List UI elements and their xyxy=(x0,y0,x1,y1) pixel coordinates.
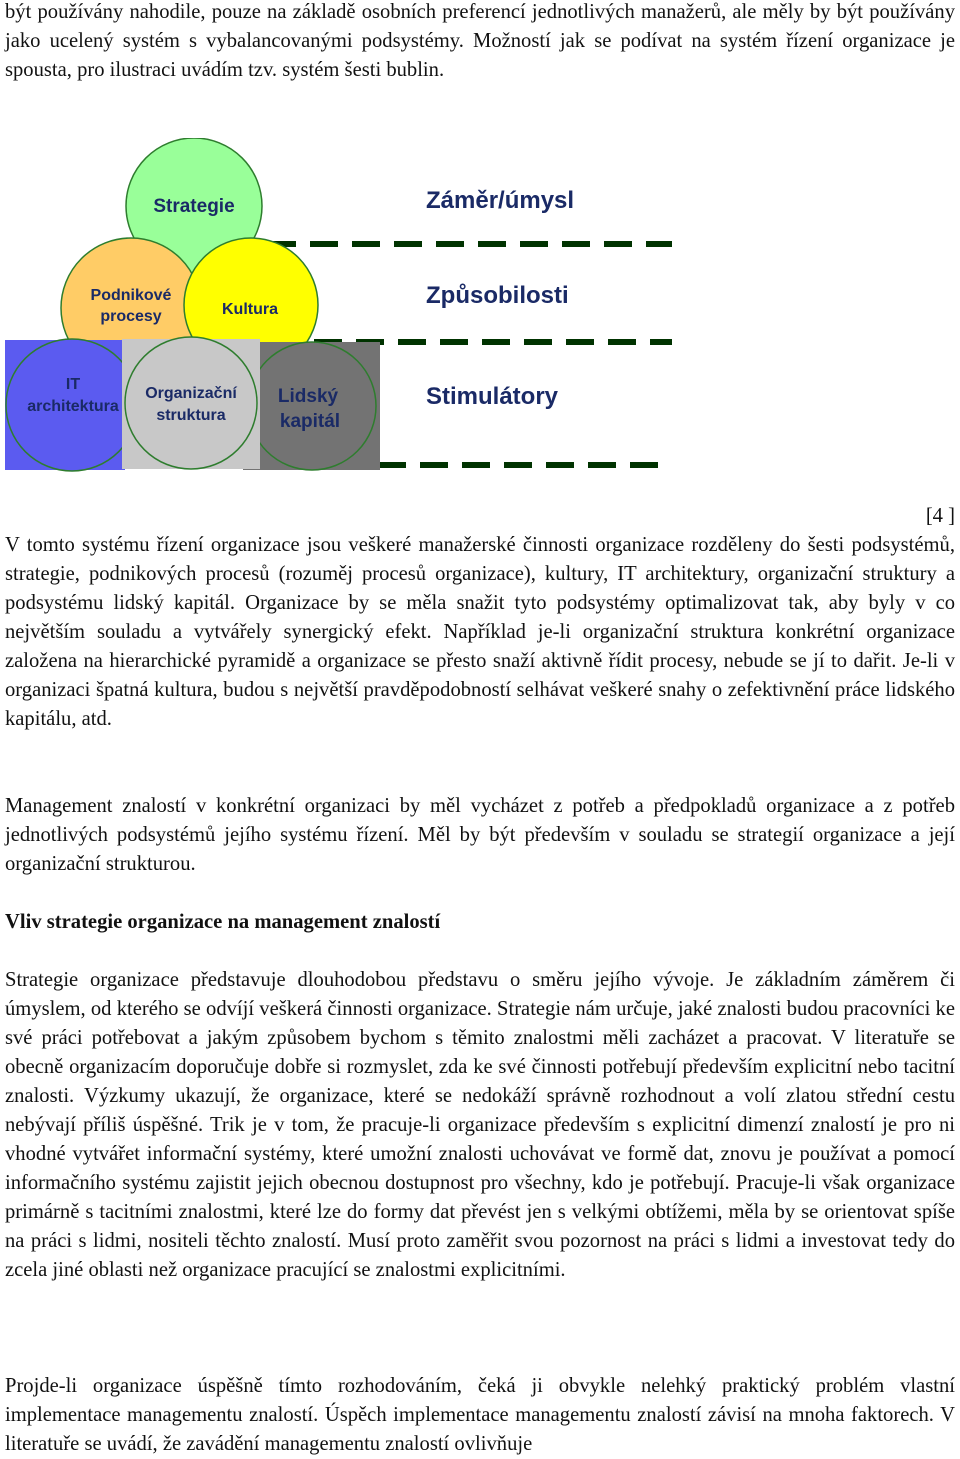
podnikove-procesy-label-line1: Podnikové xyxy=(90,287,172,304)
it-architektura-label-line2: architektura xyxy=(27,398,119,415)
paragraph-implementation: Projde-li organizace úspěšně tímto rozhodováním, čeká ji obvykle nelehký praktický problém vlastní implementace managementu znalostí. Úspěch implementace managementu znalostí závisí na mnoha faktorech. V literatuře se uvádí, že zavádění managementu znalostí ovlivňuje xyxy=(5,1375,955,1455)
organizacni-struktura-label-line1: Organizační xyxy=(145,385,237,402)
intro-paragraph: být používány nahodile, pouze na základě osobních preferencí jednotlivých manažerů, ale měly by být používány jako ucelený systém s vybalancovanými podsystémy. Možností jak se podívat na systém řízení organizace je spousta, pro ilustraci uvádím tzv. systém šesti bublin. xyxy=(5,1,955,81)
organizacni-struktura-bubble xyxy=(125,337,257,469)
level-zpusobilosti-label: Způsobilosti xyxy=(426,282,569,309)
paragraph-system-description: V tomto systému řízení organizace jsou veškeré manažerské činnosti organizace rozděleny do šesti podsystémů, strategie, podnikových procesů (rozuměj procesů organizace), kultury, IT architektury, organizační struktury a podsystému lidský kapitál. Organizace by se měla snažit tyto podsystémy optimalizovat tak, aby byly v co největším souladu a vytvářely synergický efekt. Například je-li organizační struktura konkrétní organizace založena na hierarchické pyramidě a organizace se přesto snaží aktivně řídit procesy, nebude se jí to dařit. Je-li v organizaci špatná kultura, budou s největší pravděpodobností selhávat veškeré snahy o zefektivnění práce lidského kapitálu, atd. xyxy=(5,534,955,730)
lidsky-kapital-label-line1: Lidský xyxy=(277,386,339,407)
level-stimulatory-label: Stimulátory xyxy=(426,383,559,410)
it-architektura-label-line1: IT xyxy=(65,376,81,393)
lidsky-kapital-label-line2: kapitál xyxy=(279,411,341,432)
six-bubbles-diagram xyxy=(0,138,700,478)
organizacni-struktura-label-line2: struktura xyxy=(156,407,226,424)
strategie-label: Strategie xyxy=(153,196,235,217)
citation-reference: [4 ] xyxy=(925,505,955,527)
paragraph-strategy: Strategie organizace představuje dlouhodobou představu o směru jejího vývoje. Je základním záměrem či úmyslem, od kterého se odvíjí veškerá činnosti organizace. Strategie nám určuje, jaké znalosti budou pracovníci ke své práci potřebovat a jakým způsobem bychom s těmito znalostmi měli zacházet a pracovat. V literatuře se obecně organizacím doporučuje dobře si rozmyslet, zda ke své činnosti potřebují především explicitní nebo tacitní znalosti. Výzkumy ukazují, že organizace, které se nedokáží správně rozhodnout a volí zlatou střední cestu nebývají příliš úspěšné. Trik je v tom, že pracuje-li organizace především s explicitní dimenzí znalostí je pro ni vhodné vytvářet informační systémy, které umožní znalosti uchovávat ve formě dat, znovu je používat a pomocí informačního systému zajistit jejich obecnou dostupnost pro všechny, kdo je potřebují. Pracuje-li však organizace primárně s tacitními znalostmi, které lze do formy dat převést jen s velkými obtížemi, měla by se orientovat spíše na práci s lidmi, nositeli těchto znalostí. Musí proto zaměřit svou pozornost na práci s lidmi a investovat tedy do zcela jiné oblasti než organizace pracující se znalostmi explicitními. xyxy=(5,969,955,1281)
podnikove-procesy-label-line2: procesy xyxy=(100,308,162,325)
kultura-label: Kultura xyxy=(222,301,278,318)
paragraph-management-knowledge: Management znalostí v konkrétní organizaci by měl vycházet z potřeb a předpokladů organizace a z potřeb jednotlivých podsystémů jejího systému řízení. Měl by být především v souladu se strategií organizace a její organizační strukturou. xyxy=(5,795,955,875)
section-heading: Vliv strategie organizace na management znalostí xyxy=(5,911,441,933)
level-zamer-label: Záměr/úmysl xyxy=(426,187,575,214)
